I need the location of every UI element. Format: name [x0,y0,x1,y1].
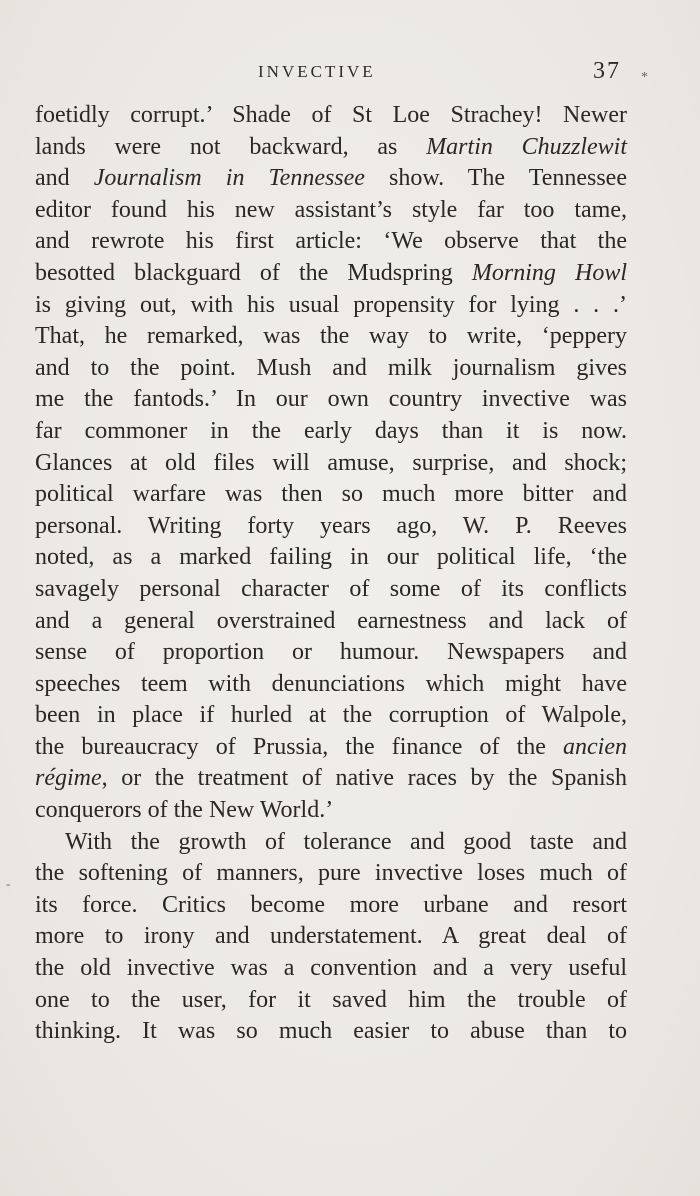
text-line: sense of proportion or humour. Newspapers and [35,639,627,666]
text-run: and [35,165,94,192]
page-number: 37 [593,58,621,84]
text-line [35,763,627,795]
text-line: more to irony and understatement. A great deal of [35,923,627,950]
text-line: speeches teem with denunciations which might have [35,670,627,697]
running-head: INVECTIVE [258,62,376,81]
text-line: political warfare was then so much more bitter and [35,481,627,508]
text-line-paragraph-end: conquerors of the New World.’ [35,797,334,824]
text-line: personal. Writing forty years ago, W. P. Reeves [35,512,627,539]
text-line [35,132,627,164]
text-line [35,258,627,290]
text-run: the bureaucracy of Prussia, the finance of the [35,733,564,760]
text-line: and to the point. Mush and milk journalism gives [35,354,627,381]
text-line: one to the user, for it saved him the trouble of [35,986,627,1013]
text-line: editor found his new assistant’s style far too tame, [35,196,627,223]
newspaper-title-morning-howl: Morning Howl [471,259,628,286]
text-line: been in place if hurled at the corruption of Walpole, [35,702,627,729]
text-line: its force. Critics become more urbane and resort [35,891,627,918]
text-line [35,732,627,764]
text-line: thinking. It was so much easier to abuse than to [35,1018,627,1045]
book-title-martin-chuzzlewit: Martin Chuzzlewit [426,133,627,160]
text-run: besotted blackguard of the Mudspring [35,259,472,286]
phrase-ancien: ancien [563,733,627,760]
ink-speck-mark: * [641,70,648,85]
text-line: far commoner in the early days than it is now. [35,417,627,444]
text-line: the softening of manners, pure invective loses much of [35,860,627,887]
text-line: That, he remarked, was the way to write, ‘peppery [35,323,627,350]
title-journalism-in-tennessee: Journalism in Tennessee [93,165,365,192]
text-line: Glances at old files will amuse, surprise, and shock; [35,449,627,476]
text-line [35,163,627,195]
text-line: me the fantods.’ In our own country invective was [35,386,627,413]
text-line: the old invective was a convention and a very useful [35,955,627,982]
text-line-paragraph-start: With the growth of tolerance and good taste and [65,828,627,855]
text-line: is giving out, with his usual propensity for lying . . .’ [35,291,627,318]
text-run: show. The Tennessee [364,165,627,192]
body-text [35,100,627,1048]
text-run: , or the treatment of native races by the Spanish [101,765,627,792]
text-line: and rewrote his first article: ‘We observe that the [35,228,627,255]
text-line: and a general overstrained earnestness and lack of [35,607,627,634]
text-line: savagely personal character of some of its conflicts [35,575,627,602]
phrase-regime: régime [35,765,102,792]
text-run: lands were not backward, as [35,133,427,160]
text-line: noted, as a marked failing in our political life, ‘the [35,544,627,571]
text-line: foetidly corrupt.’ Shade of St Loe Strachey! Newer [35,102,627,128]
margin-dash-mark: - [6,876,11,891]
page-header [0,58,700,88]
